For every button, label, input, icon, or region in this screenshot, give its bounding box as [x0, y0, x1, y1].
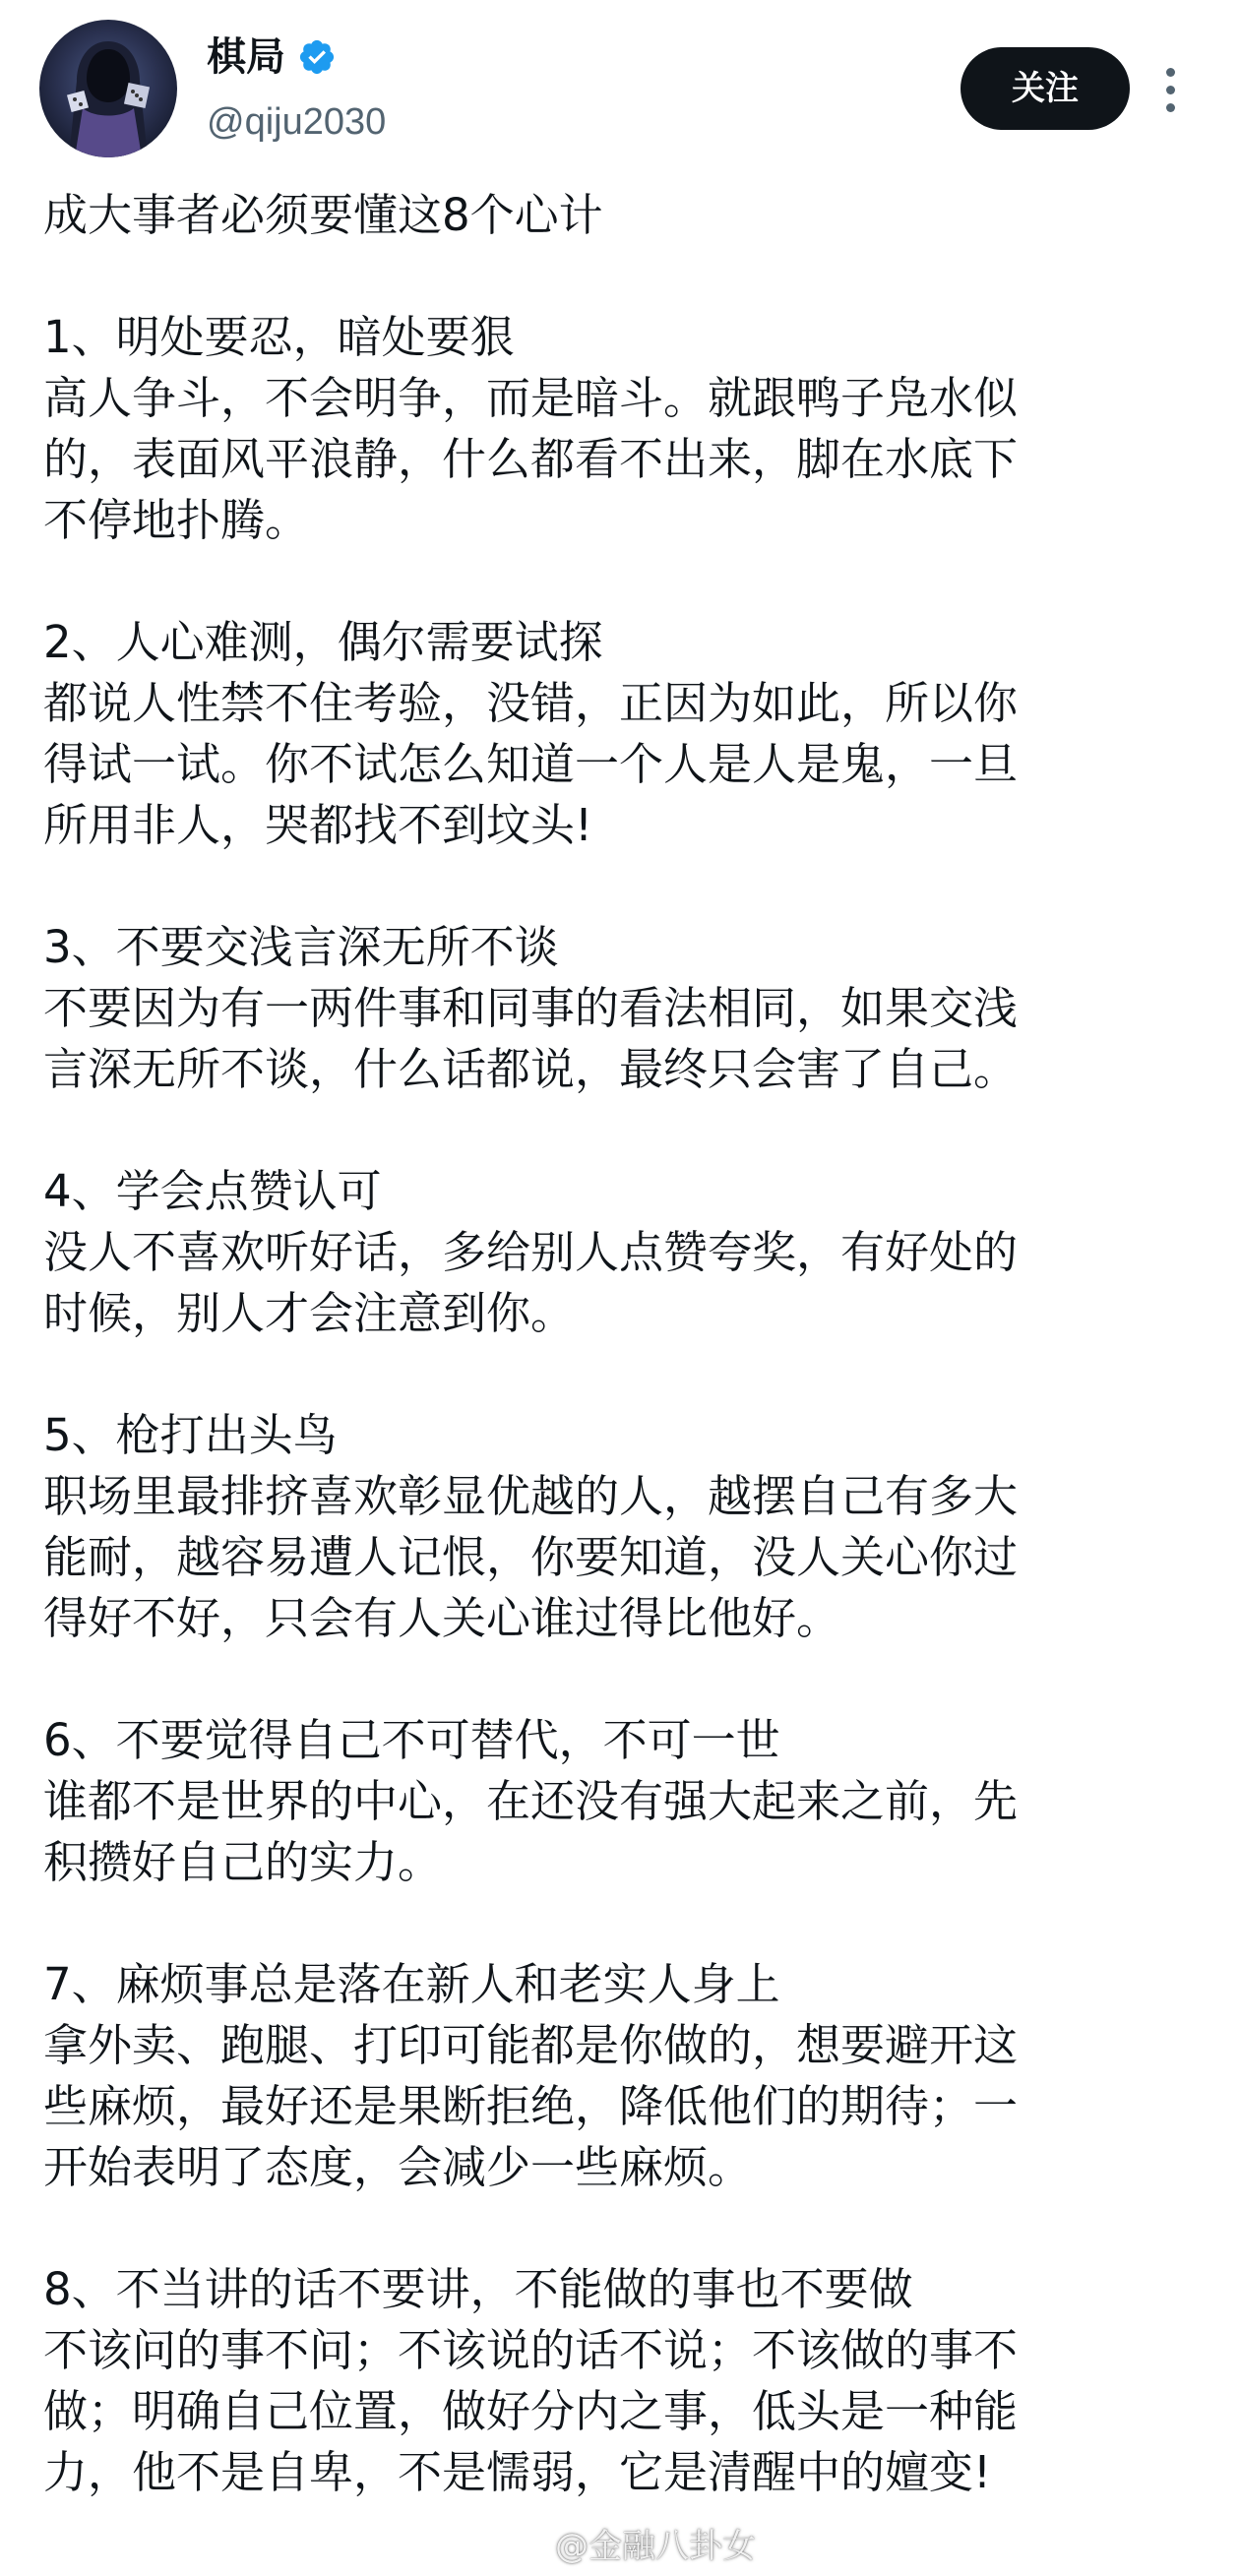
post-section: [43, 917, 1205, 1100]
name-row: [207, 28, 337, 87]
section-heading: 5、枪打出头鸟: [43, 1409, 338, 1461]
more-dot: [1166, 68, 1175, 77]
section-body-line: 些麻烦，最好还是果断拒绝，降低他们的期待；一: [43, 2080, 1019, 2132]
section-body-line: 都说人性禁不住考验，没错，正因为如此，所以你: [43, 677, 1019, 729]
section-heading: 1、明处要忍，暗处要狠: [43, 311, 515, 363]
section-heading: 6、不要觉得自己不可替代，不可一世: [43, 1714, 780, 1766]
section-body-line: 做；明确自己位置，做好分内之事，低头是一种能: [43, 2385, 1019, 2437]
weibo-logo-icon: [498, 2523, 545, 2562]
section-heading: 4、学会点赞认可: [43, 1165, 382, 1217]
section-heading: 3、不要交浅言深无所不谈: [43, 921, 559, 973]
post-section: [43, 612, 1205, 856]
verified-badge-icon: [297, 37, 337, 77]
follow-button[interactable]: 关注: [961, 47, 1130, 130]
post-section: [43, 1405, 1205, 1649]
section-body-line: 得好不好，只会有人关心谁过得比他好。: [43, 1592, 841, 1644]
post-header: [0, 0, 1240, 177]
section-body-line: 开始表明了态度，会减少一些麻烦。: [43, 2141, 753, 2193]
section-heading: 8、不当讲的话不要讲，不能做的事也不要做: [43, 2263, 913, 2315]
watermark: [498, 2515, 756, 2570]
section-body-line: 不要因为有一两件事和同事的看法相同，如果交浅: [43, 982, 1019, 1034]
post-intro: 成大事者必须要懂这8个心计: [43, 189, 603, 241]
section-body-line: 不停地扑腾。: [43, 494, 310, 546]
post-section: [43, 1710, 1205, 1893]
post-section: [43, 2259, 1205, 2503]
section-body-line: 能耐，越容易遭人记恨，你要知道，没人关心你过: [43, 1531, 1019, 1583]
post-body: [43, 185, 1205, 2503]
more-dot: [1166, 86, 1175, 94]
user-handle[interactable]: @qiju2030: [207, 101, 387, 143]
section-body-line: 得试一试。你不试怎么知道一个人是人是鬼，一旦: [43, 738, 1019, 790]
section-heading: 2、人心难测，偶尔需要试探: [43, 616, 603, 668]
section-body-line: 所用非人，哭都找不到坟头!: [43, 799, 593, 851]
section-heading: 7、麻烦事总是落在新人和老实人身上: [43, 1958, 780, 2010]
section-body-line: 力，他不是自卑，不是懦弱，它是清醒中的嬗变!: [43, 2446, 992, 2498]
more-dot: [1166, 103, 1175, 112]
section-body-line: 高人争斗，不会明争，而是暗斗。就跟鸭子凫水似: [43, 372, 1019, 424]
section-body-line: 拿外卖、跑腿、打印可能都是你做的，想要避开这: [43, 2019, 1019, 2071]
post-section: [43, 1161, 1205, 1344]
watermark-text: @金融八卦女: [555, 2526, 756, 2566]
post-section: [43, 1954, 1205, 2198]
section-body-line: 没人不喜欢听好话，多给别人点赞夸奖，有好处的: [43, 1226, 1019, 1278]
section-body-line: 积攒好自己的实力。: [43, 1836, 443, 1888]
post-sections: [43, 307, 1205, 2503]
avatar[interactable]: [39, 20, 177, 157]
post-section: [43, 307, 1205, 551]
section-body-line: 不该问的事不问；不该说的话不说；不该做的事不: [43, 2324, 1019, 2376]
section-body-line: 时候，别人才会注意到你。: [43, 1287, 576, 1339]
section-body-line: 的，表面风平浪静，什么都看不出来，脚在水底下: [43, 433, 1019, 485]
more-vertical-icon[interactable]: [1147, 55, 1193, 124]
section-body-line: 职场里最排挤喜欢彰显优越的人，越摆自己有多大: [43, 1470, 1019, 1522]
section-body-line: 言深无所不谈，什么话都说，最终只会害了自己。: [43, 1043, 1019, 1095]
display-name[interactable]: 棋局: [207, 34, 285, 80]
section-body-line: 谁都不是世界的中心，在还没有强大起来之前，先: [43, 1775, 1019, 1827]
